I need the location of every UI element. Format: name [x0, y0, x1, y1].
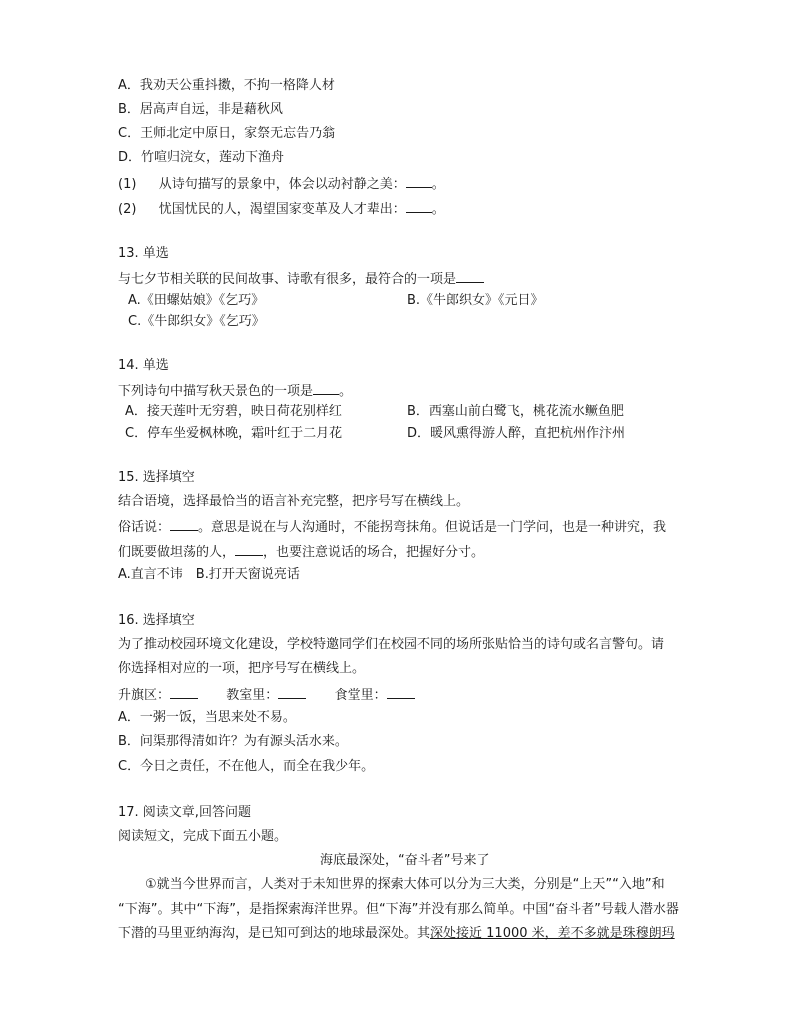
q15-text-line-1: [118, 517, 666, 537]
q16-header: 16. 选择填空: [118, 613, 195, 628]
q12-option-d: D．竹喧归浣女，莲动下渔舟: [118, 150, 285, 165]
q16-option-b: B．问渠那得清如许？为有源头活水来。: [118, 734, 348, 749]
q17-header: 17. 阅读文章,回答问题: [118, 805, 251, 820]
q17-paragraph-1-line-3: [118, 925, 675, 943]
q14-option-b: B．西塞山前白鹭飞，桃花流水鳜鱼肥: [407, 404, 624, 419]
q16-option-a: A．一粥一饭，当思来处不易。: [118, 710, 296, 725]
period: 。: [431, 177, 445, 192]
q13-header: 13. 单选: [118, 246, 169, 261]
q14-option-a: A．接天莲叶无穷碧，映日荷花别样红: [125, 404, 342, 419]
q17-article-title: 海底最深处，“奋斗者”号来了: [320, 853, 490, 868]
answer-blank[interactable]: [170, 517, 198, 531]
q16-option-c: C．今日之责任，不在他人，而全在我少年。: [118, 759, 375, 774]
q14-stem: [118, 381, 352, 401]
q14-stem-text: 下列诗句中描写秋天景色的一项是: [118, 384, 314, 399]
q17-paragraph-1-line-2: “下海”。其中“下海”，是指探索海洋世界。但“下海”并没有那么简单。中国“奋斗者”号载人潜水器: [118, 902, 679, 917]
period: 。: [339, 384, 353, 399]
q15-header: 15. 选择填空: [118, 470, 195, 485]
answer-blank[interactable]: [313, 381, 339, 395]
q12-sub2-number: (2): [118, 202, 137, 217]
answer-blank[interactable]: [278, 685, 306, 699]
answer-blank[interactable]: [387, 685, 415, 699]
answer-blank[interactable]: [456, 269, 484, 283]
q15-options: A.直言不讳 B.打开天窗说亮话: [118, 567, 300, 582]
q12-sub1-number: (1): [118, 177, 137, 192]
q13-option-c: C.《牛郎织女》《乞巧》: [128, 314, 265, 329]
q16-stem-line-1: 为了推动校园环境文化建设，学校特邀同学们在校园不同的场所张贴恰当的诗句或名言警句。请: [118, 637, 665, 652]
q15-line1-before: 俗话说：: [118, 520, 171, 535]
q12-option-b: B．居高声自远，非是藉秋风: [118, 102, 283, 117]
q15-line2-after: ，也要注意说话的场合，把握好分寸。: [263, 545, 485, 560]
q17-paragraph-1-line-1: ①就当今世界而言，人类对于未知世界的探索大体可以分为三大类，分别是“上天”“入地”和: [145, 877, 665, 892]
answer-blank[interactable]: [170, 685, 198, 699]
q15-instruction: 结合语境，选择最恰当的语言补充完整，把序号写在横线上。: [118, 494, 470, 509]
answer-blank[interactable]: [406, 199, 432, 213]
q13-stem: [118, 269, 484, 289]
q13-stem-text: 与七夕节相关联的民间故事、诗歌有很多，最符合的一项是: [118, 272, 457, 287]
q15-line1-after: 。意思是说在与人沟通时，不能拐弯抹角。但说话是一门学问，也是一种讲究，我: [198, 520, 667, 535]
q14-option-c: C．停车坐爱枫林晚，霜叶红于二月花: [125, 426, 343, 441]
q14-option-d: D．暖风熏得游人醉，直把杭州作汴州: [407, 426, 626, 441]
q12-sub-question-1: [118, 174, 445, 194]
answer-blank[interactable]: [235, 542, 263, 556]
q12-option-c: C．王师北定中原日，家祭无忘告乃翁: [118, 126, 336, 141]
q12-sub1-text: 从诗句描写的景象中，体会以动衬静之美：: [158, 177, 406, 192]
q17-line3-plain: 下潜的马里亚纳海沟，是已知可到达的地球最深处。其: [118, 926, 431, 941]
q16-place-3: 食堂里：: [334, 688, 387, 703]
q17-line3-underlined: 深处接近 11000 米，差不多就是珠穆朗玛: [430, 926, 675, 941]
q14-header: 14. 单选: [118, 358, 169, 373]
q16-places: [118, 685, 415, 705]
q12-sub2-text: 忧国忧民的人，渴望国家变革及人才辈出：: [158, 202, 406, 217]
q16-place-2: 教室里：: [226, 688, 279, 703]
period: 。: [431, 202, 445, 217]
q16-place-1: 升旗区：: [118, 688, 171, 703]
q12-option-a: A．我劝天公重抖擞，不拘一格降人材: [118, 78, 335, 93]
q13-option-a: A.《田螺姑娘》《乞巧》: [128, 293, 265, 308]
q12-sub-question-2: [118, 199, 445, 219]
answer-blank[interactable]: [406, 174, 432, 188]
q13-option-b: B.《牛郎织女》《元日》: [407, 293, 544, 308]
q15-line2-before: 们既要做坦荡的人，: [118, 545, 236, 560]
q17-instruction: 阅读短文，完成下面五小题。: [118, 829, 288, 844]
q15-text-line-2: [118, 542, 484, 562]
q16-stem-line-2: 你选择相对应的一项，把序号写在横线上。: [118, 661, 366, 676]
